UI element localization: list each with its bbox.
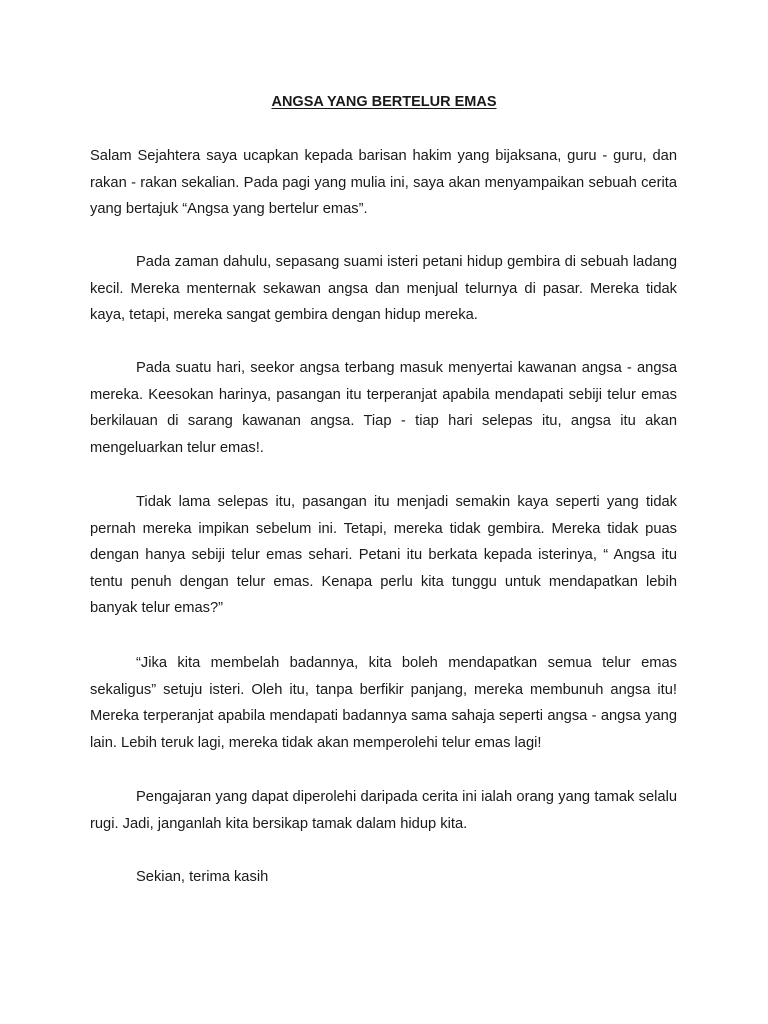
paragraph-greeting: Salam Sejahtera saya ucapkan kepada barisan hakim yang bijaksana, guru - guru, dan rakan - rakan sekalian. Pada pagi yang mulia ini, saya akan menyampaikan sebuah cerita yang bertajuk “Angsa yang bertelur emas”. (90, 148, 677, 218)
paragraph-closing: Sekian, terima kasih (136, 869, 269, 885)
paragraph-golden-egg: Pada suatu hari, seekor angsa terbang masuk menyertai kawanan angsa - angsa mereka. Keesokan harinya, pasangan itu terperanjat apabila mendapati sebiji telur emas berkilauan di sarang kawanan angsa. Tiap - tiap hari selepas itu, angsa itu akan mengeluarkan telur emas!. (90, 360, 677, 456)
paragraph-story-intro: Pada zaman dahulu, sepasang suami isteri petani hidup gembira di sebuah ladang kecil. Mereka menternak sekawan angsa dan menjual telurnya di pasar. Mereka tidak kaya, tetapi, mereka sangat gembira dengan hidup mereka. (90, 254, 677, 324)
paragraph-killing-goose: “Jika kita membelah badannya, kita boleh mendapatkan semua telur emas sekaligus” setuju isteri. Oleh itu, tanpa berfikir panjang, mereka membunuh angsa itu! Mereka terperanjat apabila mendapati badannya sama sahaja seperti angsa - angsa yang lain. Lebih teruk lagi, mereka tidak akan memperolehi telur emas lagi! (90, 655, 677, 751)
paragraph-moral: Pengajaran yang dapat diperolehi daripada cerita ini ialah orang yang tamak selalu rugi. Jadi, janganlah kita bersikap tamak dalam hidup kita. (90, 789, 677, 832)
paragraph-greed: Tidak lama selepas itu, pasangan itu menjadi semakin kaya seperti yang tidak pernah mereka impikan sebelum ini. Tetapi, mereka tidak gembira. Mereka tidak puas dengan hanya sebiji telur emas sehari. Petani itu berkata kepada isterinya, “ Angsa itu tentu penuh dengan telur emas. Kenapa perlu kita tunggu untuk mendapatkan lebih banyak telur emas?” (90, 494, 677, 617)
document-title: ANGSA YANG BERTELUR EMAS (271, 94, 497, 110)
